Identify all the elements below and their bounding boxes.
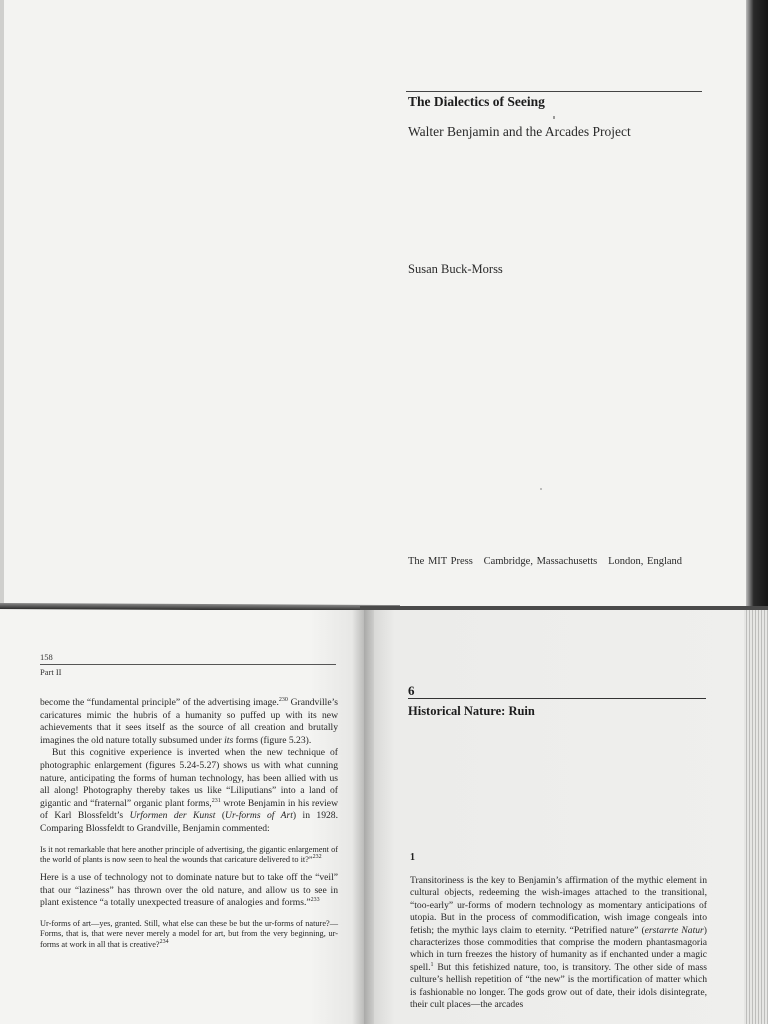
header-rule: [40, 664, 336, 665]
spine-shadow: [352, 610, 374, 1024]
block-quote: Is it not remarkable that here another principle of advertising, the gigantic enlargement of the world of plants is now seen to heal the wounds that caricature delivered to it?”$^{232}$: [40, 844, 338, 864]
page-edge: [0, 0, 4, 608]
running-head: Part II: [40, 667, 62, 677]
paragraph: become the “fundamental principle” of the advertising image.$^{230}$ Grandville’s caricatures mimic the hubris of a humanity so puffed up with its new achievements that it sees itself as the source of all creation and brutally imagines the old nature totally subsumed under its forms (figure 5.23).: [40, 696, 338, 746]
publisher-line: The MIT Press Cambridge, Massachusetts London, England: [408, 556, 683, 567]
paragraph: Transitoriness is the key to Benjamin’s affirmation of the mythic element in cultural objects, redeeming the wish-images attached to the transitional, “too-early” ur-forms of modern technology as momentary anticipations of utopia. But in the process of commodification, wish image congeals into fetish; the mythic lays claim to eternity. “Petrified nature” (erstarrte Natur) characterizes those commodities that comprise the modern phantasmagoria which in turn freezes the history of humanity as if enchanted under a magic spell.$^1$ But this fetishized nature, too, is transitory. The other side of mass culture’s hellish repetition of “the new” is the mortification of matter which is fashionable no longer. The gods grow out of date, their idols disintegrate, their cult places—the arcades: [410, 875, 707, 1011]
chapter-number: 6: [408, 683, 415, 698]
chapter-title: Historical Nature: Ruin: [408, 704, 535, 718]
chapter-rule: [408, 698, 706, 699]
paragraph: But this cognitive experience is inverted when the new technique of photographic enlargement (figures 5.24-5.27) shows us with what cunning nature, anticipating the forms of human technology, has been allied with us all along! Photography thereby takes us like “Liliputians” into a land of gigantic and “fraternal” organic plant forms,$^{231}$ wrote Benjamin in his review of Karl Blossfeldt’s Urformen der Kunst (Ur-forms of Art) in 1928. Comparing Blossfeldt to Grandville, Benjamin commented:: [40, 747, 338, 834]
section-number: 1: [410, 852, 415, 863]
footnote-ref: 230: [278, 696, 288, 703]
paragraph: Here is a use of technology not to dominate nature but to take off the “veil” that our “laziness” has thrown over the old nature, and allow us to see in plant existence “a totally unexpected treasure of analogies and forms.”$^{233}$: [40, 872, 338, 909]
book-cover-edge: [746, 0, 768, 608]
footnote-ref: 232: [312, 854, 322, 861]
scan-speck: [540, 488, 542, 490]
title-rule: [406, 91, 702, 92]
footnote-ref: 1: [430, 961, 434, 968]
page-stack-edge: [744, 610, 768, 1024]
footnote-ref: 231: [211, 797, 221, 804]
footnote-ref: 234: [159, 938, 169, 945]
book-author: Susan Buck-Morss: [408, 262, 503, 276]
footnote-ref: 233: [310, 897, 320, 904]
right-page-body: [410, 875, 707, 1011]
block-quote: Ur-forms of art—yes, granted. Still, what else can these be but the ur-forms of nature?—Forms, that is, that were never merely a model for art, but from the very beginning, ur-forms at work in all that is creative?$^{234}$: [40, 918, 338, 949]
page-number: 158: [40, 652, 53, 662]
book-title: The Dialectics of Seeing: [408, 94, 545, 109]
book-subtitle: Walter Benjamin and the Arcades Project: [408, 124, 631, 139]
left-page-body: [40, 697, 338, 950]
scan-speck: [553, 116, 555, 119]
